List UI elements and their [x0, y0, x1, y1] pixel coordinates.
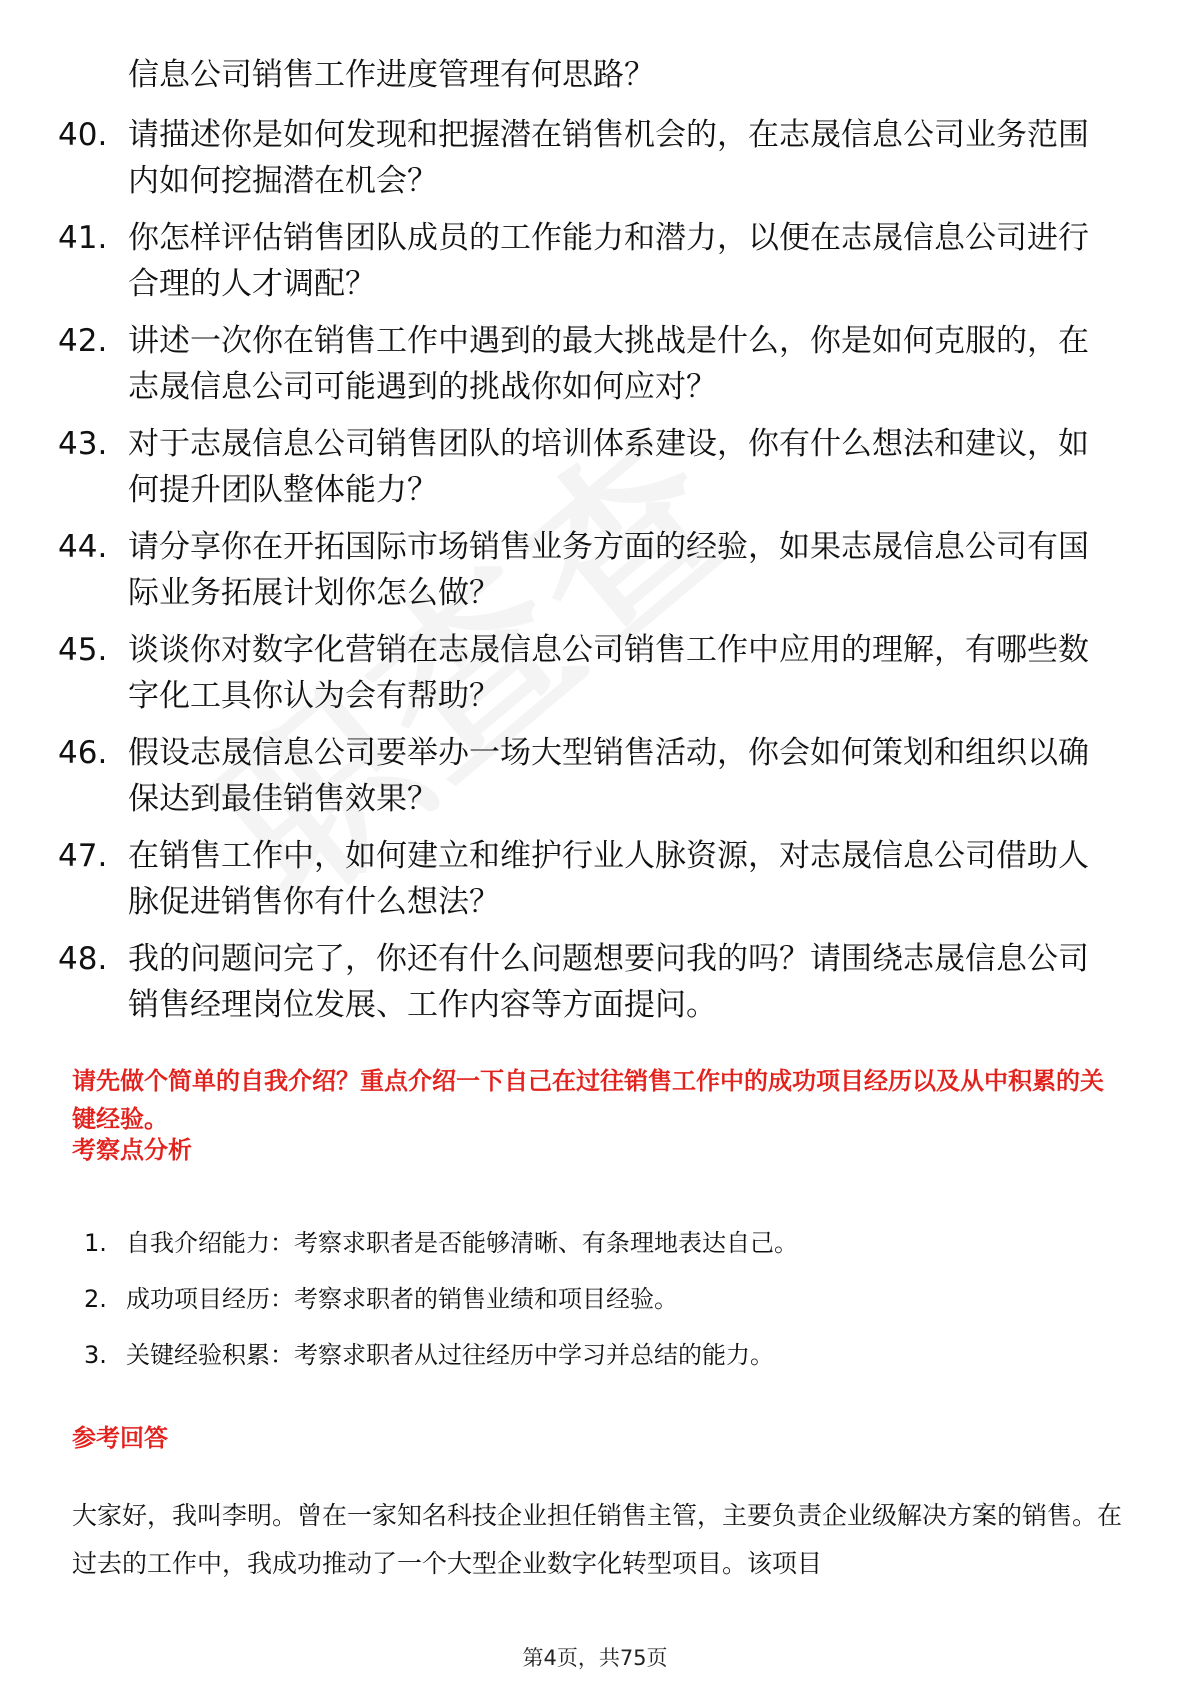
reference-heading: 参考回答	[72, 1424, 168, 1452]
list-item	[58, 730, 1118, 822]
analysis-heading: 考察点分析	[72, 1136, 192, 1164]
question-number: 44.	[58, 529, 108, 565]
list-item	[58, 215, 1118, 307]
question-number: 47.	[58, 838, 108, 874]
highlighted-question: 请先做个简单的自我介绍？重点介绍一下自己在过往销售工作中的成功项目经历以及从中积累的关键经验。	[72, 1067, 1104, 1133]
question-number: 45.	[58, 632, 108, 668]
question-number: 43.	[58, 426, 108, 462]
list-item	[58, 833, 1118, 925]
analysis-list	[84, 1227, 1114, 1395]
question-text: 对于志晟信息公司销售团队的培训体系建设，你有什么想法和建议，如何提升团队整体能力？	[128, 426, 1089, 508]
question-number: 40.	[58, 117, 108, 153]
list-item	[58, 318, 1118, 410]
question-text: 假设志晟信息公司要举办一场大型销售活动，你会如何策划和组织以确保达到最佳销售效果？	[128, 735, 1089, 817]
question-text: 请分享你在开拓国际市场销售业务方面的经验，如果志晟信息公司有国际业务拓展计划你怎么做？	[128, 529, 1089, 611]
analysis-number: 1.	[84, 1229, 107, 1257]
question-number: 48.	[58, 941, 108, 977]
analysis-text: 成功项目经历：考察求职者的销售业绩和项目经验。	[126, 1285, 678, 1313]
question-text: 请描述你是如何发现和把握潜在销售机会的，在志晟信息公司业务范围内如何挖掘潜在机会？	[128, 117, 1089, 199]
list-item	[84, 1227, 1114, 1259]
question-number: 41.	[58, 220, 108, 256]
question-text: 讲述一次你在销售工作中遇到的最大挑战是什么，你是如何克服的，在志晟信息公司可能遇到的挑战你如何应对？	[128, 323, 1089, 405]
question-text: 你怎样评估销售团队成员的工作能力和潜力，以便在志晟信息公司进行合理的人才调配？	[128, 220, 1089, 302]
list-item	[58, 421, 1118, 513]
list-item	[58, 112, 1118, 204]
reference-answer: 大家好，我叫李明。曾在一家知名科技企业担任销售主管，主要负责企业级解决方案的销售。在过去的工作中，我成功推动了一个大型企业数字化转型项目。该项目	[72, 1501, 1123, 1578]
question-list	[58, 112, 1118, 1039]
question-39-continuation: 信息公司销售工作进度管理有何思路？	[128, 57, 655, 93]
analysis-text: 关键经验积累：考察求职者从过往经历中学习并总结的能力。	[126, 1341, 774, 1369]
question-number: 42.	[58, 323, 108, 359]
analysis-text: 自我介绍能力：考察求职者是否能够清晰、有条理地表达自己。	[126, 1229, 798, 1257]
list-item	[58, 936, 1118, 1028]
page-number: 第4页，共75页	[522, 1646, 668, 1670]
analysis-number: 2.	[84, 1285, 107, 1313]
question-text: 我的问题问完了，你还有什么问题想要问我的吗？请围绕志晟信息公司销售经理岗位发展、工作内容等方面提问。	[128, 941, 1089, 1023]
list-item	[84, 1283, 1114, 1315]
list-item	[58, 524, 1118, 616]
question-text: 谈谈你对数字化营销在志晟信息公司销售工作中应用的理解，有哪些数字化工具你认为会有帮助？	[128, 632, 1089, 714]
analysis-number: 3.	[84, 1341, 107, 1369]
question-text: 在销售工作中，如何建立和维护行业人脉资源，对志晟信息公司借助人脉促进销售你有什么想法？	[128, 838, 1089, 920]
question-number: 46.	[58, 735, 108, 771]
list-item	[58, 627, 1118, 719]
list-item	[84, 1339, 1114, 1371]
